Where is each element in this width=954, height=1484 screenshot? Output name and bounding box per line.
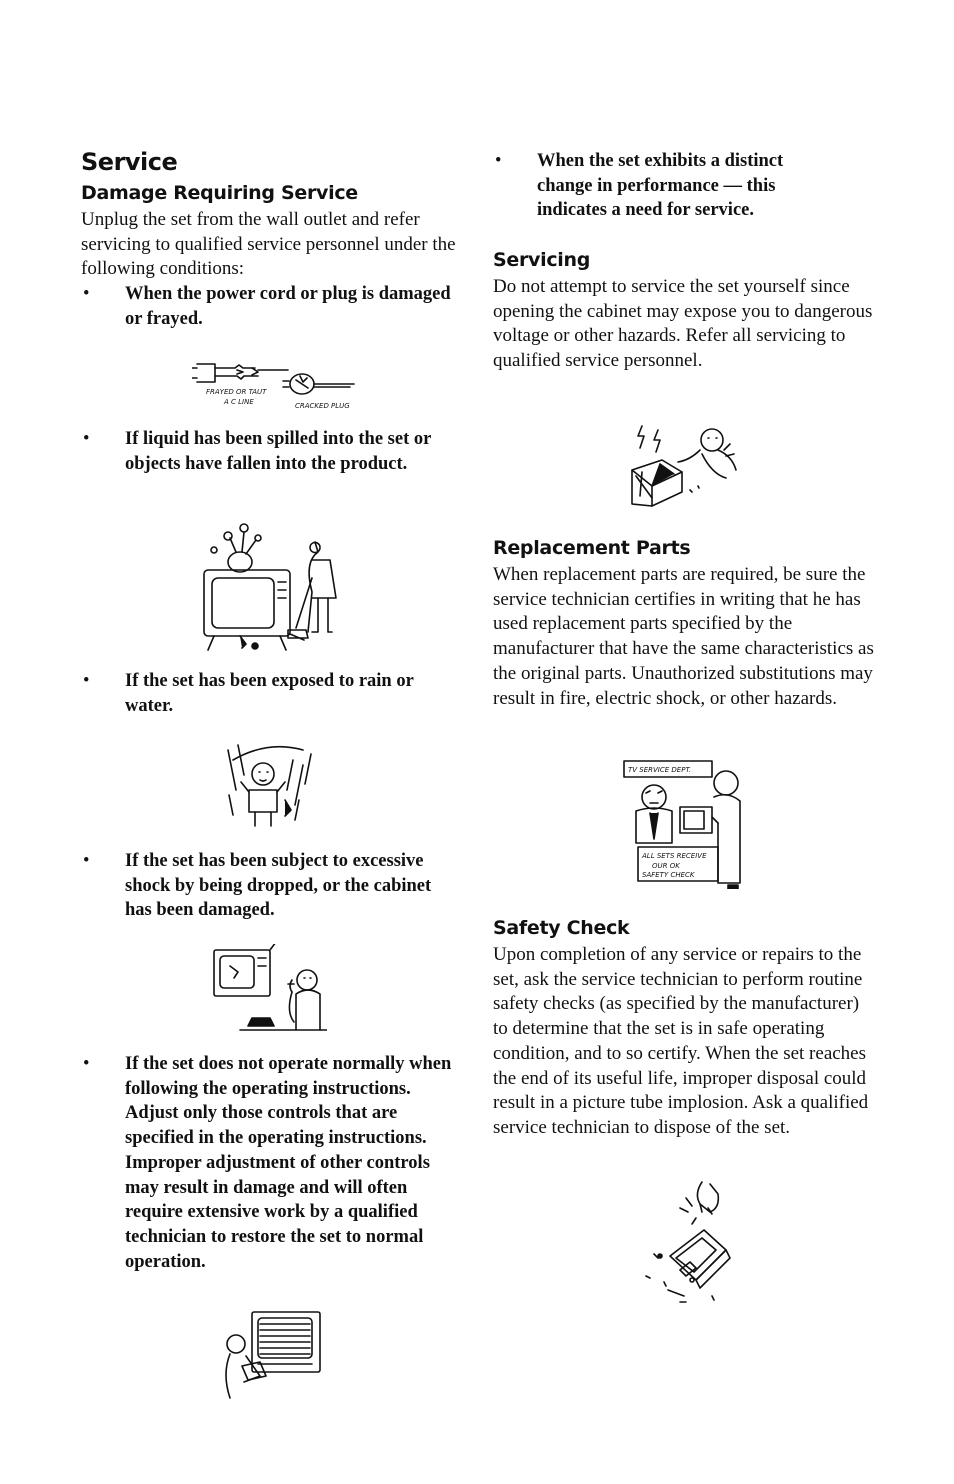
replacement-body: When replacement parts are required, be sure the service technician certifies in writing that he has used replacement parts specified by the manufacturer that have the same characteristics as the original parts. Unauthorized substitutions may result in fire, electric shock, or other hazards. [493, 564, 874, 709]
service-dept-illustration [620, 757, 750, 889]
electric-shock-illustration [628, 420, 738, 512]
bullet-performance-change [493, 149, 878, 223]
bullet-symbol: • [83, 1054, 90, 1074]
bullet-symbol: • [495, 151, 502, 171]
bullet-text: If the set has been exposed to rain or water. [125, 671, 414, 716]
bullet-text: If the set has been subject to excessive shock by being dropped, or the cabinet has been damaged. [125, 851, 432, 921]
bullet-power-cord [81, 282, 461, 331]
sign-safety-check: SAFETY CHECK [642, 871, 695, 879]
ac-line-label: A C LINE [224, 398, 254, 406]
bullet-text: If the set does not operate normally when following the operating instructions. Adjust only those controls that are specified in the operating instructions. Improper adjustment of other controls may result in damage and will often require extensive work by a qualified technician to restore the set to normal operation. [125, 1054, 452, 1272]
frayed-cord-illustration [192, 354, 362, 412]
safety-body: Upon completion of any service or repairs to the set, ask the service technician to perform routine safety checks (as specified by the manufacturer) to determine that the set is in safe operating condition, and to so certify. When the set reaches the end of its useful life, improper disposal could result in a picture tube implosion. Ask a qualified service technician to dispose of the set. [493, 944, 869, 1138]
bullet-symbol: • [83, 851, 90, 871]
cracked-plug-label: CRACKED PLUG [295, 402, 350, 410]
dropped-tv-illustration [640, 1178, 740, 1313]
bullet-symbol: • [83, 284, 90, 304]
bullet-text: When the power cord or plug is damaged or frayed. [125, 284, 451, 329]
sign-all-sets: ALL SETS RECEIVE [642, 852, 707, 860]
damaged-cabinet-illustration [212, 944, 327, 1034]
rain-illustration [223, 740, 318, 830]
heading-servicing: Servicing [493, 249, 591, 271]
tv-spill-illustration [200, 518, 345, 658]
heading-damage-requiring-service: Damage Requiring Service [81, 182, 358, 204]
bullet-excessive-shock [81, 849, 461, 923]
bullet-liquid-spilled [81, 427, 461, 476]
operating-manual-illustration [220, 1310, 325, 1402]
heading-replacement-parts: Replacement Parts [493, 537, 691, 559]
bullet-text: If liquid has been spilled into the set or objects have fallen into the product. [125, 429, 431, 474]
bullet-symbol: • [83, 671, 90, 691]
frayed-label: FRAYED OR TAUT [206, 388, 267, 396]
sign-our-ok: OUR OK [652, 862, 680, 870]
bullet-abnormal-operation [81, 1052, 461, 1274]
page-title: Service [81, 148, 178, 176]
heading-safety-check: Safety Check [493, 917, 630, 939]
bullet-rain-water [81, 669, 461, 718]
bullet-symbol: • [83, 429, 90, 449]
servicing-body: Do not attempt to service the set yourself since opening the cabinet may expose you to dangerous voltage or other hazards. Refer all servicing to qualified service personnel. [493, 276, 873, 372]
bullet-text: When the set exhibits a distinct change in performance — this indicates a need for service. [537, 151, 784, 221]
sign-service-dept: TV SERVICE DEPT. [628, 766, 692, 774]
damage-intro: Unplug the set from the wall outlet and refer servicing to qualified service personnel under the following conditions: [81, 209, 456, 280]
